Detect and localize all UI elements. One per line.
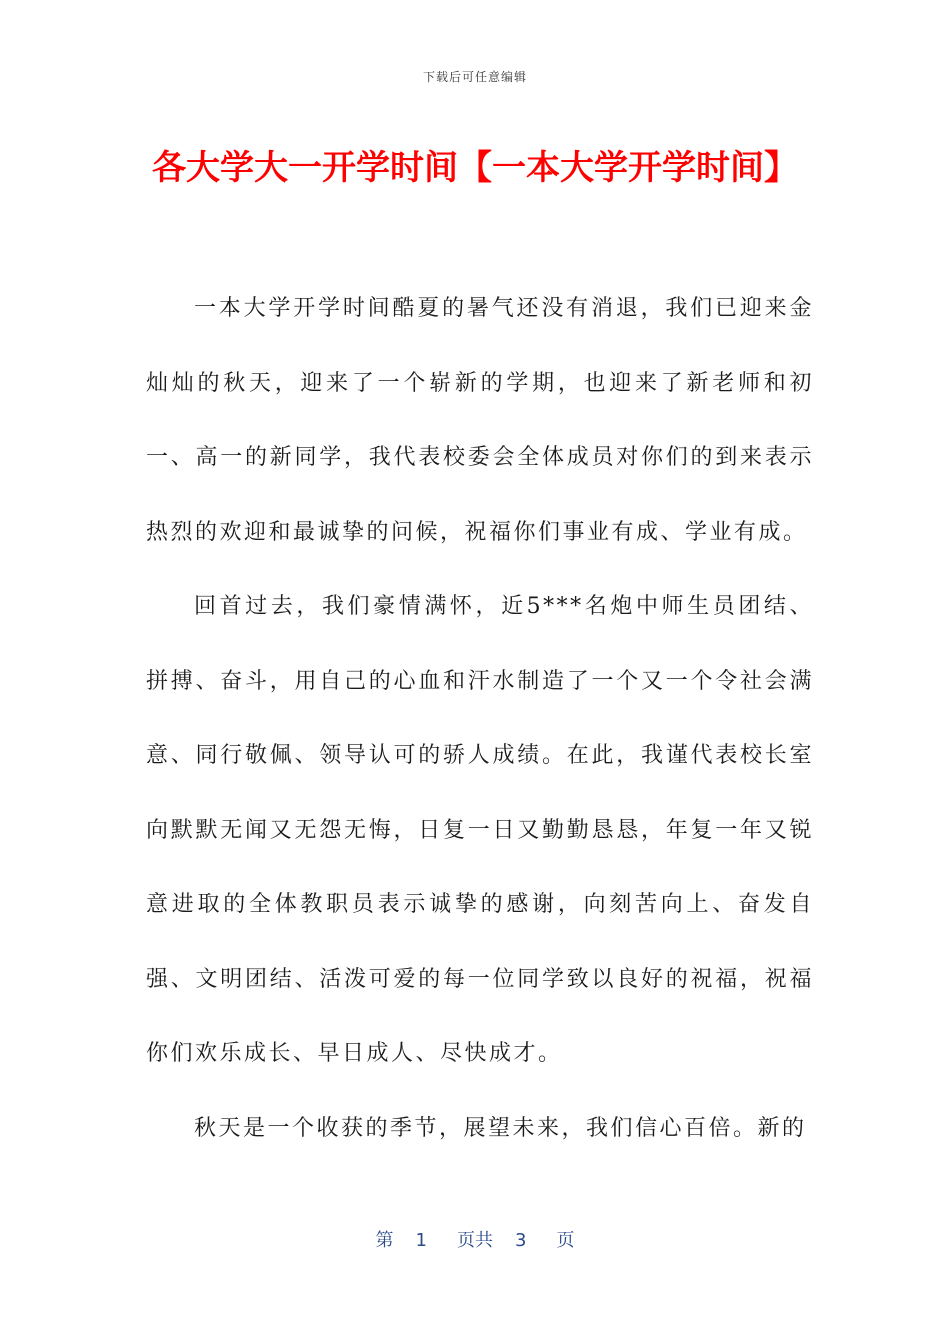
footer-middle: 页共 [457,1230,493,1251]
footer-current-page: 1 [415,1230,427,1251]
footer-prefix: 第 [375,1230,394,1251]
paragraph-1: 一本大学开学时间酷夏的暑气还没有消退，我们已迎来金灿灿的秋天，迎来了一个崭新的学期，也迎来了新老师和初一、高一的新同学，我代表校委会全体成员对你们的到来表示热烈的欢迎和最诚挚的问候，祝福你们事业有成、学业有成。 [146,296,814,545]
header-note: 下载后可任意编辑 [422,70,527,84]
document-title: 各大学大一开学时间【一本大学开学时间】 [152,148,798,188]
document-body [146,272,814,1166]
footer-suffix: 页 [556,1230,575,1251]
paragraph-3: 秋天是一个收获的季节，展望未来，我们信心百倍。新的 [194,1115,807,1141]
footer-total-pages: 3 [515,1230,527,1251]
paragraph-2: 回首过去，我们豪情满怀，近5***名炮中师生员团结、拼搏、奋斗，用自己的心血和汗水制造了一个又一个令社会满意、同行敬佩、领导认可的骄人成绩。在此，我谨代表校长室向默默无闻又无怨无悔，日复一日又勤勤恳恳，年复一年又锐意进取的全体教职员表示诚挚的感谢，向刻苦向上、奋发自强、文明团结、活泼可爱的每一位同学致以良好的祝福，祝福你们欢乐成长、早日成人、尽快成才。 [146,594,814,1066]
page-footer [0,1226,950,1252]
